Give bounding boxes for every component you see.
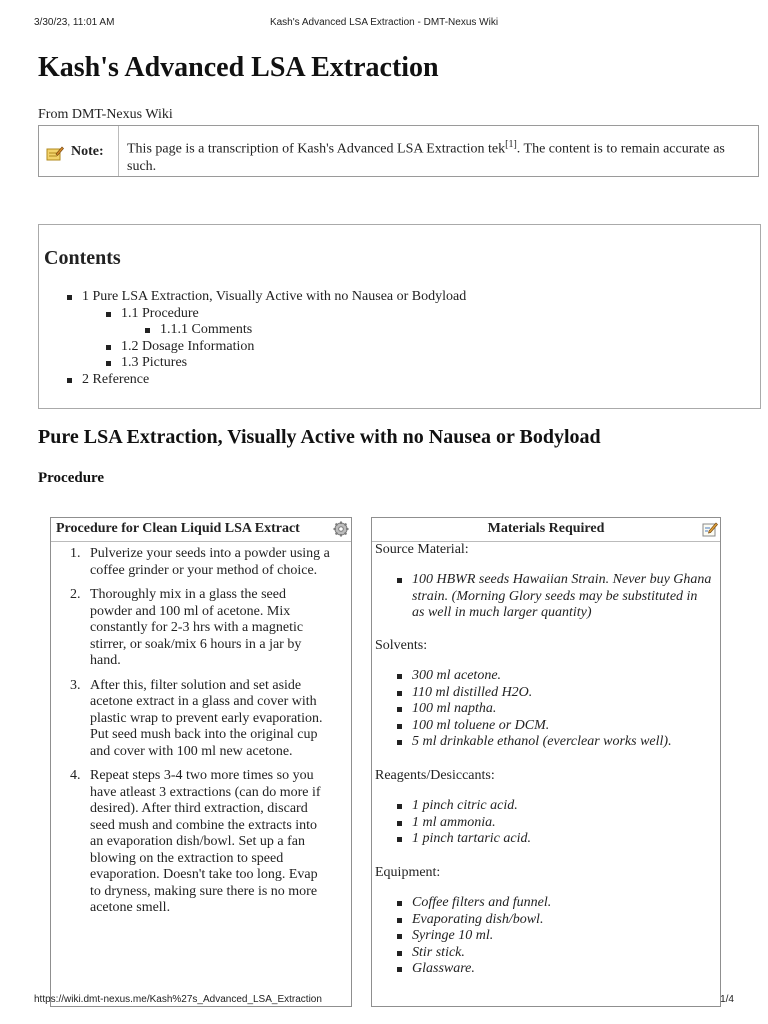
equipment-label: Equipment: <box>375 865 441 880</box>
toc-item-1[interactable]: 1 Pure LSA Extraction, Visually Active with no Nausea or Bodyload <box>39 289 466 306</box>
edit-icon[interactable] <box>702 521 718 537</box>
equipment-list <box>372 895 712 978</box>
list-item: 100 HBWR seeds Hawaiian Strain. Never buy Ghana strain. (Morning Glory seeds may be substituted in as well in much larger quantity) <box>372 572 712 622</box>
procedure-box-header <box>51 518 351 542</box>
step-number: 4. <box>70 768 81 783</box>
toc-item-2[interactable]: 2 Reference <box>39 372 466 389</box>
note-box <box>38 125 759 177</box>
procedure-box <box>50 517 352 1007</box>
note-label: Note: <box>71 144 104 159</box>
note-pencil-icon <box>46 145 64 161</box>
procedure-step <box>51 587 330 670</box>
list-item: 300 ml acetone. <box>372 668 712 685</box>
list-item: Glassware. <box>372 961 712 978</box>
note-text <box>127 136 742 175</box>
list-item: 110 ml distilled H2O. <box>372 685 712 702</box>
page-title: Kash's Advanced LSA Extraction <box>38 52 439 83</box>
print-page-title: Kash's Advanced LSA Extraction - DMT-Nexus Wiki <box>269 17 499 28</box>
step-text: Pulverize your seeds into a powder using a coffee grinder or your method of choice. <box>90 546 330 578</box>
step-number: 2. <box>70 587 81 602</box>
step-text: Repeat steps 3-4 two more times so you have atleast 3 extractions (can do more if desired). After third extraction, discard seed mush and combine the extracts into an evaporation dish/bowl. Set up a fan blowing on the extraction to speed evaporation. Doesn't take too long. Evap to dryness, making sure there is no more acetone smell. <box>90 768 321 915</box>
materials-box <box>371 517 721 1007</box>
toc-list <box>39 289 466 388</box>
note-label-cell <box>39 126 119 176</box>
note-ref-link[interactable]: [1] <box>505 139 517 150</box>
subsection-heading: Procedure <box>38 470 105 486</box>
gear-icon <box>333 521 349 537</box>
toc-item-1-2[interactable]: 1.2 Dosage Information <box>39 339 466 356</box>
procedure-steps <box>51 546 330 925</box>
toc-item-1-3[interactable]: 1.3 Pictures <box>39 355 466 372</box>
step-text: Thoroughly mix in a glass the seed powder and 100 ml of acetone. Mix constantly for 2-3 hrs with a magnetic stirrer, or soak/mix 6 hours in a jar by hand. <box>90 587 304 668</box>
table-of-contents <box>38 224 761 409</box>
procedure-step <box>51 768 330 917</box>
solvents-list <box>372 668 712 751</box>
print-page-number: 1/4 <box>720 994 734 1005</box>
list-item: 100 ml toluene or DCM. <box>372 718 712 735</box>
section-heading: Pure LSA Extraction, Visually Active with no Nausea or Bodyload <box>38 426 601 448</box>
toc-title: Contents <box>44 247 121 269</box>
list-item: Coffee filters and funnel. <box>372 895 712 912</box>
note-text-after: . The content is to remain accurate as such. <box>127 141 725 174</box>
solvents-label: Solvents: <box>375 638 428 653</box>
list-item: 1 pinch citric acid. <box>372 798 712 815</box>
list-item: Stir stick. <box>372 945 712 962</box>
reagents-label: Reagents/Desiccants: <box>375 768 495 783</box>
step-number: 1. <box>70 546 81 561</box>
list-item: 1 pinch tartaric acid. <box>372 831 712 848</box>
print-datetime: 3/30/23, 11:01 AM <box>34 17 115 28</box>
source-material-label: Source Material: <box>375 542 469 557</box>
print-url: https://wiki.dmt-nexus.me/Kash%27s_Advanced_LSA_Extraction <box>34 994 322 1005</box>
procedure-box-title: Procedure for Clean Liquid LSA Extract <box>56 521 300 536</box>
step-number: 3. <box>70 677 81 693</box>
procedure-step <box>51 678 330 761</box>
list-item: 5 ml drinkable ethanol (everclear works well). <box>372 734 712 751</box>
toc-item-1-1-1[interactable]: 1.1.1 Comments <box>39 322 466 339</box>
step-text: After this, filter solution and set aside acetone extract in a glass and cover with plastic wrap to prevent early evaporation. Put seed mush back into the original cup and cover with 100 ml new acetone. <box>90 677 323 759</box>
reagents-list <box>372 798 712 848</box>
list-item: Evaporating dish/bowl. <box>372 912 712 929</box>
toc-item-1-1[interactable]: 1.1 Procedure <box>39 306 466 323</box>
list-item: 100 ml naptha. <box>372 701 712 718</box>
materials-box-header <box>372 518 720 542</box>
list-item: 1 ml ammonia. <box>372 815 712 832</box>
from-line: From DMT-Nexus Wiki <box>38 107 173 122</box>
list-item: Syringe 10 ml. <box>372 928 712 945</box>
materials-box-title: Materials Required <box>487 521 605 536</box>
source-material-list <box>372 572 712 622</box>
note-text-before: This page is a transcription of Kash's Advanced LSA Extraction tek <box>127 141 506 157</box>
procedure-step <box>51 546 330 579</box>
